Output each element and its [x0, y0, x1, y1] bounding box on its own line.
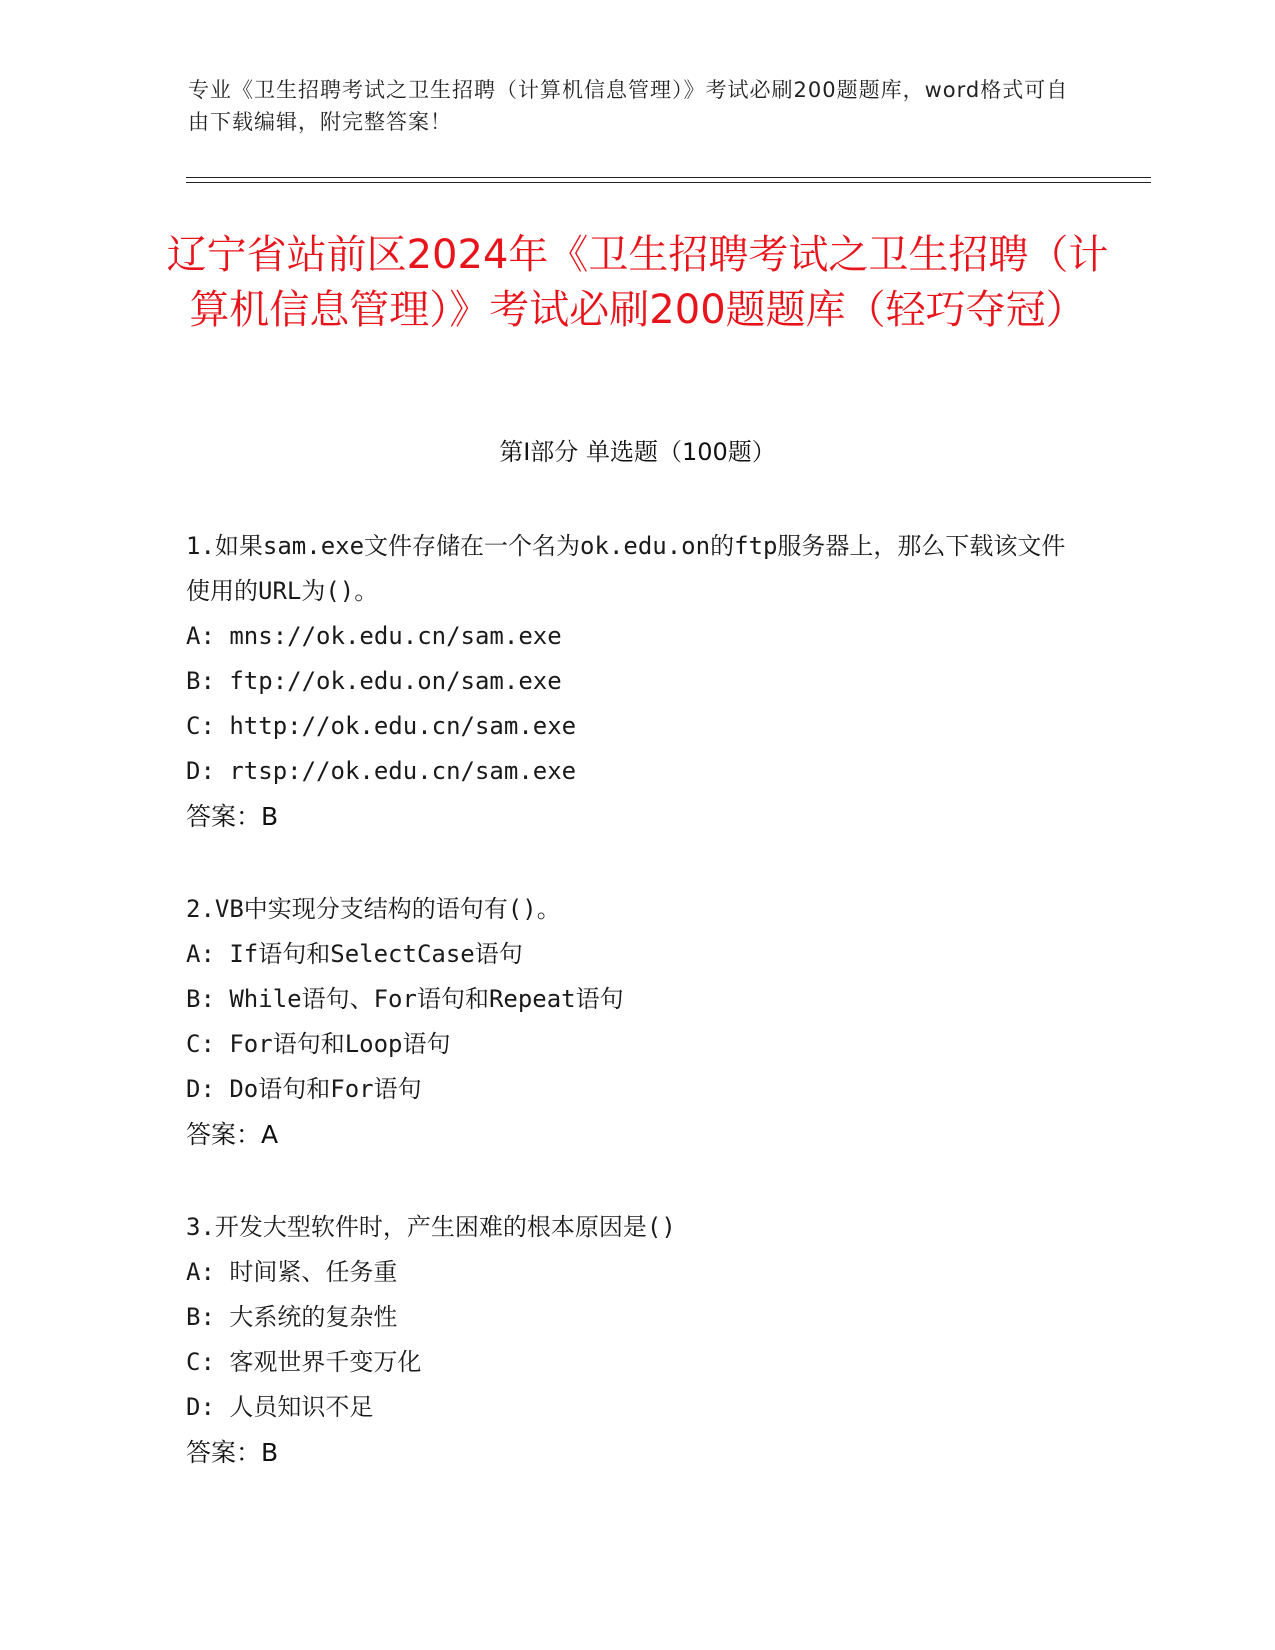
answer-line: 答案：A — [186, 1120, 279, 1149]
question-stem: 2.VB中实现分支结构的语句有()。 — [186, 895, 561, 923]
header-rule-top — [186, 177, 1151, 178]
header-rule-bottom — [186, 182, 1151, 183]
option-a: A: mns://ok.edu.cn/sam.exe — [186, 622, 562, 650]
question-3 — [186, 1205, 1086, 1475]
question-2 — [186, 887, 1086, 1157]
option-d: D: rtsp://ok.edu.cn/sam.exe — [186, 757, 577, 785]
option-d: D: 人员知识不足 — [186, 1393, 374, 1421]
section-title: 第I部分 单选题（100题） — [499, 438, 776, 466]
document-title: 辽宁省站前区2024年《卫生招聘考试之卫生招聘（计算机信息管理）》考试必刷200题题库（轻巧夺冠） — [166, 232, 1109, 333]
question-1 — [186, 524, 1086, 839]
option-a: A: 时间紧、任务重 — [186, 1258, 398, 1286]
option-b: B: 大系统的复杂性 — [186, 1303, 398, 1331]
option-d: D: Do语句和For语句 — [186, 1075, 422, 1103]
option-b: B: ftp://ok.edu.on/sam.exe — [186, 667, 562, 695]
question-list — [186, 524, 1086, 1523]
option-c: C: http://ok.edu.cn/sam.exe — [186, 712, 577, 740]
option-b: B: While语句、For语句和Repeat语句 — [186, 985, 624, 1013]
option-a: A: If语句和SelectCase语句 — [186, 940, 523, 968]
option-c: C: 客观世界千变万化 — [186, 1348, 422, 1376]
question-stem: 1.如果sam.exe文件存储在一个名为ok.edu.on的ftp服务器上，那么下载该文件使用的URL为()。 — [186, 532, 1066, 605]
option-c: C: For语句和Loop语句 — [186, 1030, 451, 1058]
answer-line: 答案：B — [186, 802, 279, 831]
question-stem: 3.开发大型软件时，产生困难的根本原因是() — [186, 1213, 676, 1241]
header-note: 专业《卫生招聘考试之卫生招聘（计算机信息管理）》考试必刷200题题库，word格式可自由下载编辑，附完整答案！ — [188, 78, 1069, 134]
answer-line: 答案：B — [186, 1438, 279, 1467]
